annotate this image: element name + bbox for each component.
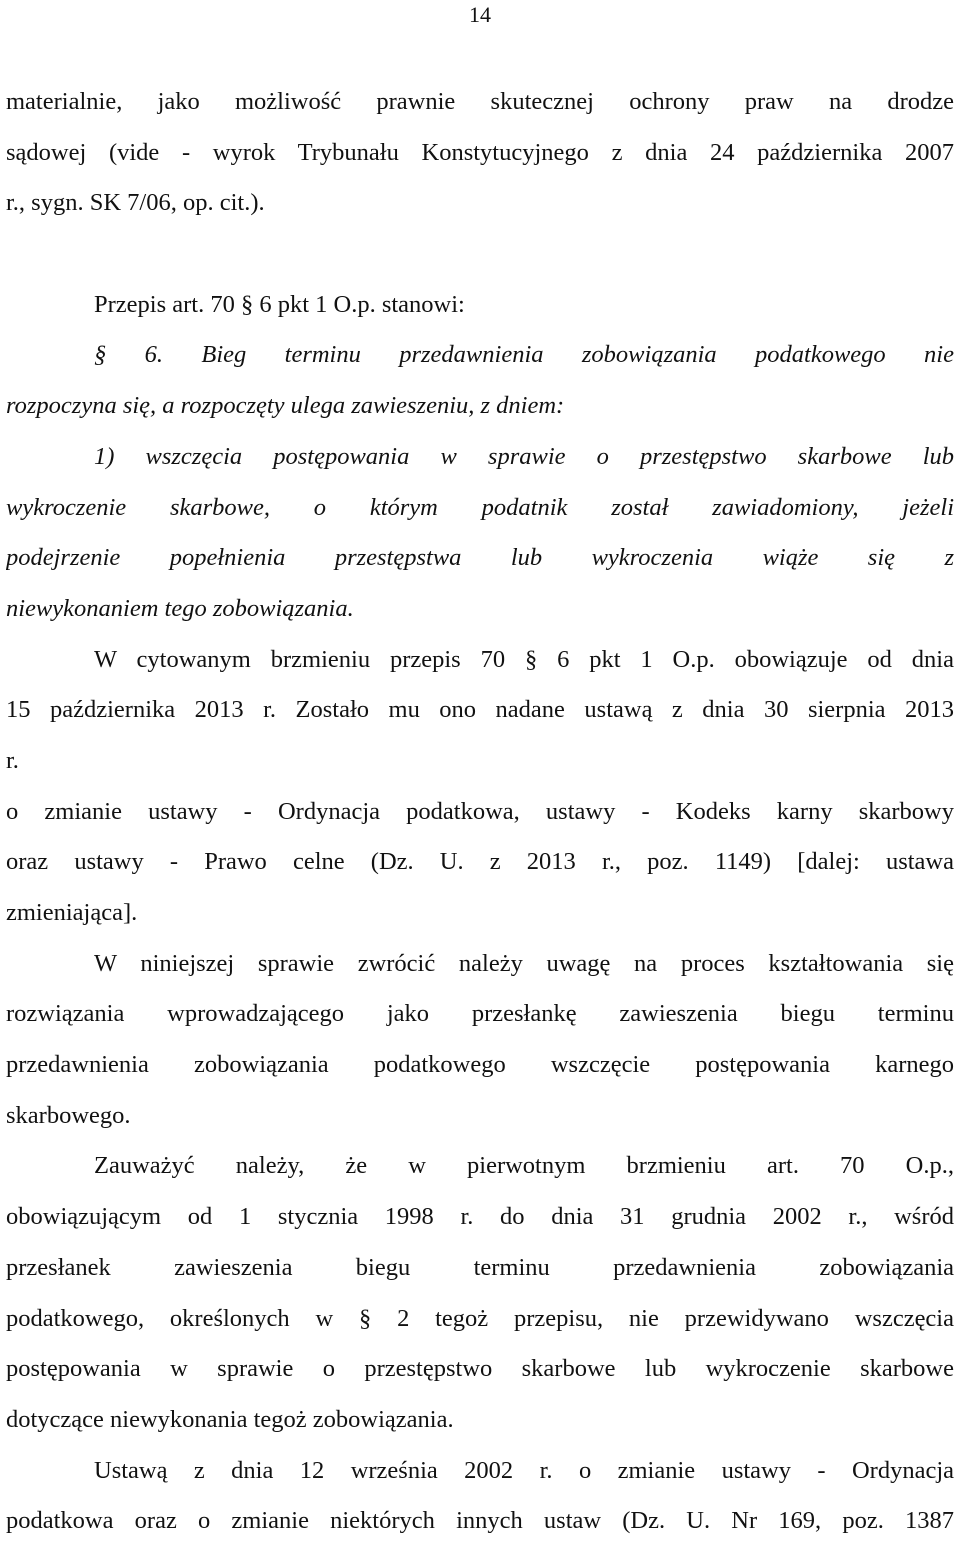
text-line: podatkowego, określonych w § 2 tegoż przepisu, nie przewidywano wszczęcia [6, 1304, 954, 1332]
text-line: o zmianie ustawy - Ordynacja podatkowa, ustawy - Kodeks karny skarbowy [6, 797, 954, 825]
page-number: 14 [469, 2, 491, 27]
text-line: 15 października 2013 r. Zostało mu ono nadane ustawą z dnia 30 sierpnia 2013 [6, 696, 954, 724]
text-line: dotyczące niewykonania tegoż zobowiązania. [6, 1405, 454, 1433]
document-body [6, 77, 954, 1547]
text-line: skarbowego. [6, 1101, 131, 1129]
text-line: sądowej (vide - wyrok Trybunału Konstytucyjnego z dnia 24 października 2007 [6, 138, 954, 166]
blank-line [6, 229, 954, 280]
text-line: postępowania w sprawie o przestępstwo skarbowe lub wykroczenie skarbowe [6, 1355, 954, 1383]
text-line: W niniejszej sprawie zwrócić należy uwagę na proces kształtowania się [94, 949, 954, 977]
text-line: oraz ustawy - Prawo celne (Dz. U. z 2013 r., poz. 1149) [dalej: ustawa [6, 848, 954, 876]
text-line: przedawnienia zobowiązania podatkowego wszczęcie postępowania karnego [6, 1051, 954, 1079]
quote-line: 1) wszczęcia postępowania w sprawie o przestępstwo skarbowe lub [94, 442, 954, 470]
text-line: podatkowa oraz o zmianie niektórych innych ustaw (Dz. U. Nr 169, poz. 1387 [6, 1507, 954, 1535]
quote-line: niewykonaniem tego zobowiązania. [6, 594, 354, 622]
text-line: Ustawą z dnia 12 września 2002 r. o zmianie ustawy - Ordynacja [94, 1456, 954, 1484]
text-line: przesłanek zawieszenia biegu terminu przedawnienia zobowiązania [6, 1253, 954, 1281]
text-line: r. [6, 746, 19, 774]
text-line: rozwiązania wprowadzającego jako przesłankę zawieszenia biegu terminu [6, 1000, 954, 1028]
text-line: obowiązującym od 1 stycznia 1998 r. do dnia 31 grudnia 2002 r., wśród [6, 1203, 954, 1231]
quote-line: rozpoczyna się, a rozpoczęty ulega zawieszeniu, z dniem: [6, 392, 565, 420]
quote-line: podejrzenie popełnienia przestępstwa lub wykroczenia wiąże się z [6, 544, 954, 572]
text-line: Zauważyć należy, że w pierwotnym brzmieniu art. 70 O.p., [94, 1152, 954, 1180]
text-line: materialnie, jako możliwość prawnie skutecznej ochrony praw na drodze [6, 88, 954, 115]
text-line: zmieniająca]. [6, 899, 138, 926]
text-line: W cytowanym brzmieniu przepis 70 § 6 pkt 1 O.p. obowiązuje od dnia [94, 645, 954, 673]
quote-line: wykroczenie skarbowe, o którym podatnik został zawiadomiony, jeżeli [6, 493, 954, 521]
text-line: r., sygn. SK 7/06, op. cit.). [6, 189, 265, 217]
quote-line: § 6. Bieg terminu przedawnienia zobowiązania podatkowego nie [94, 341, 954, 369]
text-line: Przepis art. 70 § 6 pkt 1 O.p. stanowi: [94, 290, 465, 318]
